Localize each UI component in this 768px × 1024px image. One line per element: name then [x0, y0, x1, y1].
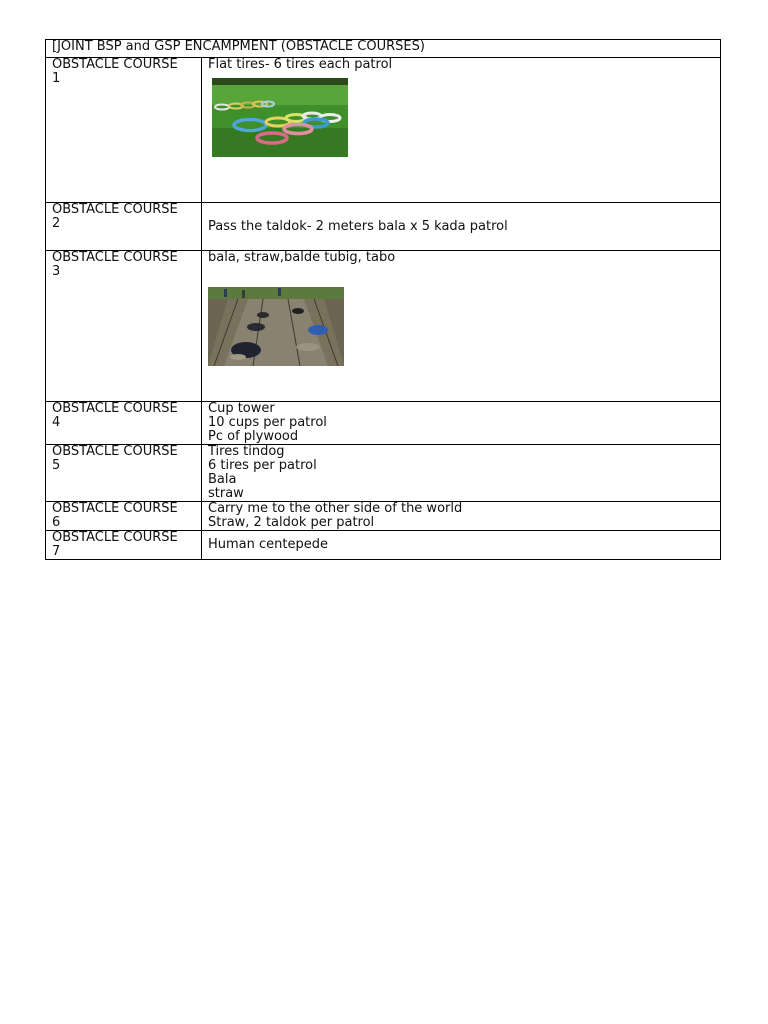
course-label: OBSTACLE COURSE 5 [46, 445, 202, 502]
course-label: OBSTACLE COURSE 3 [46, 251, 202, 402]
course-description-cell [202, 402, 721, 445]
course-description-cell [202, 445, 721, 502]
course-description: Pass the taldok- 2 meters bala x 5 kada patrol [208, 218, 508, 234]
table-row [46, 203, 721, 251]
table-row [46, 402, 721, 445]
table-row [46, 445, 721, 502]
table-title-row [46, 40, 721, 58]
course-label: OBSTACLE COURSE 6 [46, 502, 202, 531]
tires-on-grass-photo [212, 78, 348, 157]
course-description-cell [202, 203, 721, 251]
course-label: OBSTACLE COURSE 7 [46, 531, 202, 560]
course-description: Cup tower 10 cups per patrol Pc of plywood [208, 401, 327, 444]
course-description-cell [202, 502, 721, 531]
table-row [46, 58, 721, 203]
course-description: Carry me to the other side of the world Straw, 2 taldok per patrol [208, 501, 463, 530]
table-row [46, 251, 721, 402]
course-description-cell [202, 251, 721, 402]
course-description-cell [202, 531, 721, 560]
course-label: OBSTACLE COURSE 4 [46, 402, 202, 445]
course-label: OBSTACLE COURSE 1 [46, 58, 202, 203]
course-description: Tires tindog 6 tires per patrol Bala straw [208, 444, 317, 501]
obstacle-course-table [45, 39, 721, 560]
course-label: OBSTACLE COURSE 2 [46, 203, 202, 251]
course-description: bala, straw,balde tubig, tabo [208, 250, 396, 265]
table-row [46, 531, 721, 560]
course-description: Flat tires- 6 tires each patrol [208, 57, 393, 72]
table-row [46, 502, 721, 531]
course-description-cell [202, 58, 721, 203]
mud-crawl-photo [208, 287, 344, 366]
course-description: Human centepede [208, 537, 328, 552]
document-title: [JOINT BSP and GSP ENCAMPMENT (OBSTACLE COURSES) [46, 40, 721, 58]
